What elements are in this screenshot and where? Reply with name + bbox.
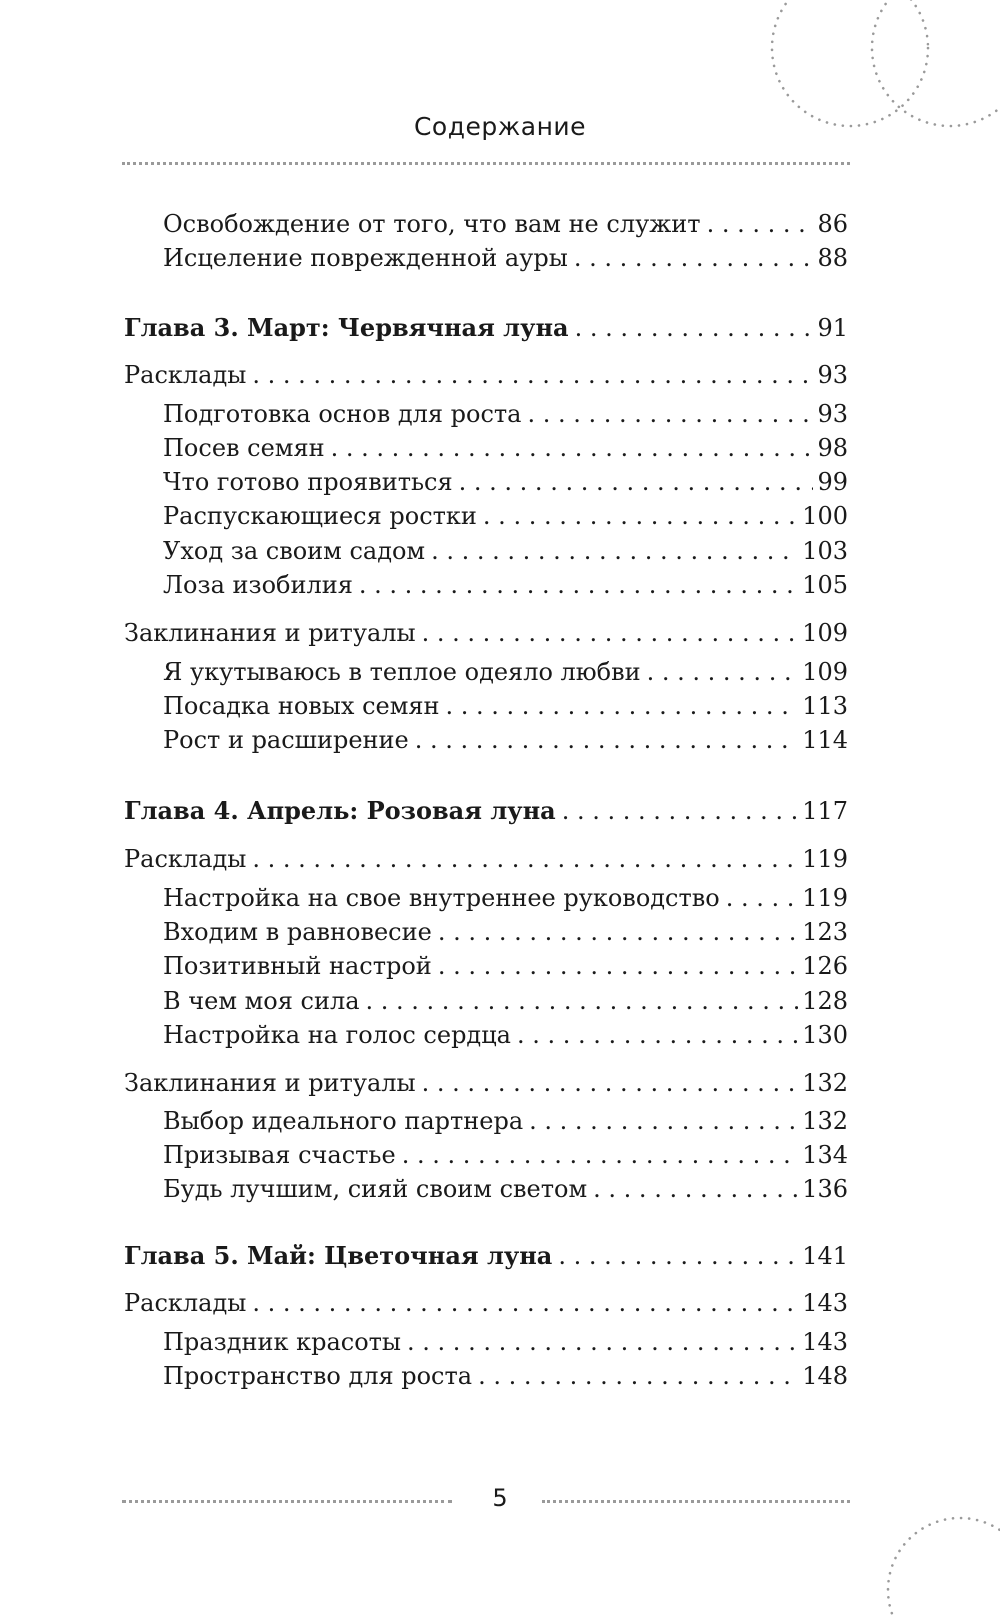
toc-entry-page: 105: [802, 571, 848, 599]
toc-entry-title: В чем моя сила: [163, 987, 360, 1015]
toc-entry-title: Я укутываюсь в теплое одеяло любви: [163, 658, 641, 686]
toc-entry-page: 86: [817, 210, 848, 238]
toc-entry: [163, 1139, 848, 1171]
dot-leader: [575, 312, 814, 344]
toc-entry-page: 119: [802, 884, 848, 912]
toc-entry: [163, 1360, 848, 1392]
toc-section: [124, 1067, 848, 1099]
toc-entry: [163, 398, 848, 430]
dot-leader: [527, 398, 813, 430]
toc-entry-title: Глава 4. Апрель: Розовая луна: [124, 796, 556, 825]
toc-entry-page: 126: [802, 952, 848, 980]
toc-entry-title: Позитивный настрой: [163, 952, 432, 980]
toc-entry-title: Входим в равновесие: [163, 918, 432, 946]
dot-leader: [574, 242, 814, 274]
toc-entry-page: 114: [802, 726, 848, 754]
toc-entry-title: Заклинания и ритуалы: [124, 1069, 416, 1097]
toc-entry-title: Что готово проявиться: [163, 468, 453, 496]
dot-leader: [529, 1105, 798, 1137]
toc-entry-page: 100: [802, 502, 848, 530]
dot-leader: [707, 208, 814, 240]
toc-entry-title: Освобождение от того, что вам не служит: [163, 210, 701, 238]
toc-entry-page: 136: [802, 1175, 848, 1203]
toc-entry-title: Подготовка основ для роста: [163, 400, 522, 428]
dot-leader: [517, 1019, 798, 1051]
toc-entry: [163, 535, 848, 567]
toc-entry: [163, 882, 848, 914]
toc-entry-title: Настройка на голос сердца: [163, 1021, 511, 1049]
toc-entry-page: 113: [802, 692, 848, 720]
toc-entry-page: 109: [802, 619, 848, 647]
dot-leader: [366, 985, 799, 1017]
toc-entry-title: Будь лучшим, сияй своим светом: [163, 1175, 588, 1203]
toc-entry: [163, 1019, 848, 1051]
toc-entry-page: 143: [802, 1328, 848, 1356]
toc-entry-page: 88: [817, 244, 848, 272]
dot-leader: [422, 1067, 799, 1099]
toc-entry-page: 128: [802, 987, 848, 1015]
dot-leader: [331, 432, 814, 464]
toc-section: [124, 843, 848, 875]
dot-leader: [252, 359, 813, 391]
dot-leader: [647, 656, 799, 688]
toc-entry-page: 98: [817, 434, 848, 462]
toc-entry-page: 93: [817, 361, 848, 389]
toc-entry-title: Распускающиеся ростки: [163, 502, 477, 530]
toc-entry-page: 91: [817, 314, 848, 342]
toc-entry: [163, 242, 848, 274]
dot-leader: [478, 1360, 798, 1392]
toc-section: [124, 359, 848, 391]
toc-entry-page: 130: [802, 1021, 848, 1049]
toc-entry-title: Настройка на свое внутреннее руководство: [163, 884, 720, 912]
toc-entry-title: Уход за своим садом: [163, 537, 426, 565]
header-divider: [122, 162, 850, 165]
toc-entry: [163, 950, 848, 982]
toc-entry-title: Расклады: [124, 361, 247, 389]
toc-entry: [163, 569, 848, 601]
dot-leader: [402, 1139, 799, 1171]
toc-entry: [163, 916, 848, 948]
toc-entry-title: Глава 5. Май: Цветочная луна: [124, 1241, 553, 1270]
toc-entry: [163, 432, 848, 464]
toc-entry: [163, 1173, 848, 1205]
toc-entry: [163, 500, 848, 532]
toc-entry-page: 132: [802, 1107, 848, 1135]
toc-entry-page: 99: [817, 468, 848, 496]
toc-entry-title: Исцеление поврежденной ауры: [163, 244, 568, 272]
toc-entry: [163, 1326, 848, 1358]
dot-leader: [726, 882, 798, 914]
toc-chapter: [124, 795, 848, 827]
toc-section: [124, 617, 848, 649]
toc-entry: [163, 208, 848, 240]
toc-entry: [163, 1105, 848, 1137]
toc-entry-title: Выбор идеального партнера: [163, 1107, 524, 1135]
toc-entry: [163, 656, 848, 688]
dot-leader: [438, 916, 798, 948]
dot-leader: [438, 950, 798, 982]
toc-entry-page: 109: [802, 658, 848, 686]
toc-entry-page: 93: [817, 400, 848, 428]
toc-entry-title: Посадка новых семян: [163, 692, 440, 720]
toc-entry-page: 117: [802, 797, 848, 825]
dot-leader: [422, 617, 799, 649]
dot-leader: [562, 795, 798, 827]
dot-leader: [431, 535, 798, 567]
toc-entry-page: 148: [802, 1362, 848, 1390]
toc-entry-page: 141: [802, 1242, 848, 1270]
toc-entry-page: 119: [802, 845, 848, 873]
toc-entry: [163, 466, 848, 498]
dot-leader: [446, 690, 799, 722]
toc-entry-page: 103: [802, 537, 848, 565]
dot-leader: [252, 1287, 798, 1319]
toc-entry-page: 123: [802, 918, 848, 946]
toc-entry-title: Пространство для роста: [163, 1362, 473, 1390]
toc-entry: [163, 724, 848, 756]
dot-leader: [558, 1240, 798, 1272]
dot-leader: [593, 1173, 798, 1205]
toc-entry-title: Глава 3. Март: Червячная луна: [124, 313, 569, 342]
toc-entry-page: 132: [802, 1069, 848, 1097]
toc-entry-title: Посев семян: [163, 434, 325, 462]
dot-leader: [359, 569, 798, 601]
toc-entry-page: 134: [802, 1141, 848, 1169]
dot-leader: [252, 843, 798, 875]
toc-entry-page: 143: [802, 1289, 848, 1317]
toc-entry-title: Рост и расширение: [163, 726, 409, 754]
dot-leader: [415, 724, 798, 756]
toc-entry-title: Заклинания и ритуалы: [124, 619, 416, 647]
page-title: Содержание: [413, 112, 587, 141]
toc-chapter: [124, 312, 848, 344]
dot-leader: [459, 466, 814, 498]
toc-entry-title: Расклады: [124, 845, 247, 873]
toc-entry: [163, 690, 848, 722]
toc-chapter: [124, 1240, 848, 1272]
toc-entry-title: Лоза изобилия: [163, 571, 353, 599]
dot-leader: [407, 1326, 798, 1358]
toc-entry: [163, 985, 848, 1017]
toc-entry-title: Призывая счастье: [163, 1141, 396, 1169]
toc-entry-title: Расклады: [124, 1289, 247, 1317]
dot-leader: [483, 500, 798, 532]
toc-entry-title: Праздник красоты: [163, 1328, 402, 1356]
toc-section: [124, 1287, 848, 1319]
page-number: 5: [492, 1484, 508, 1512]
